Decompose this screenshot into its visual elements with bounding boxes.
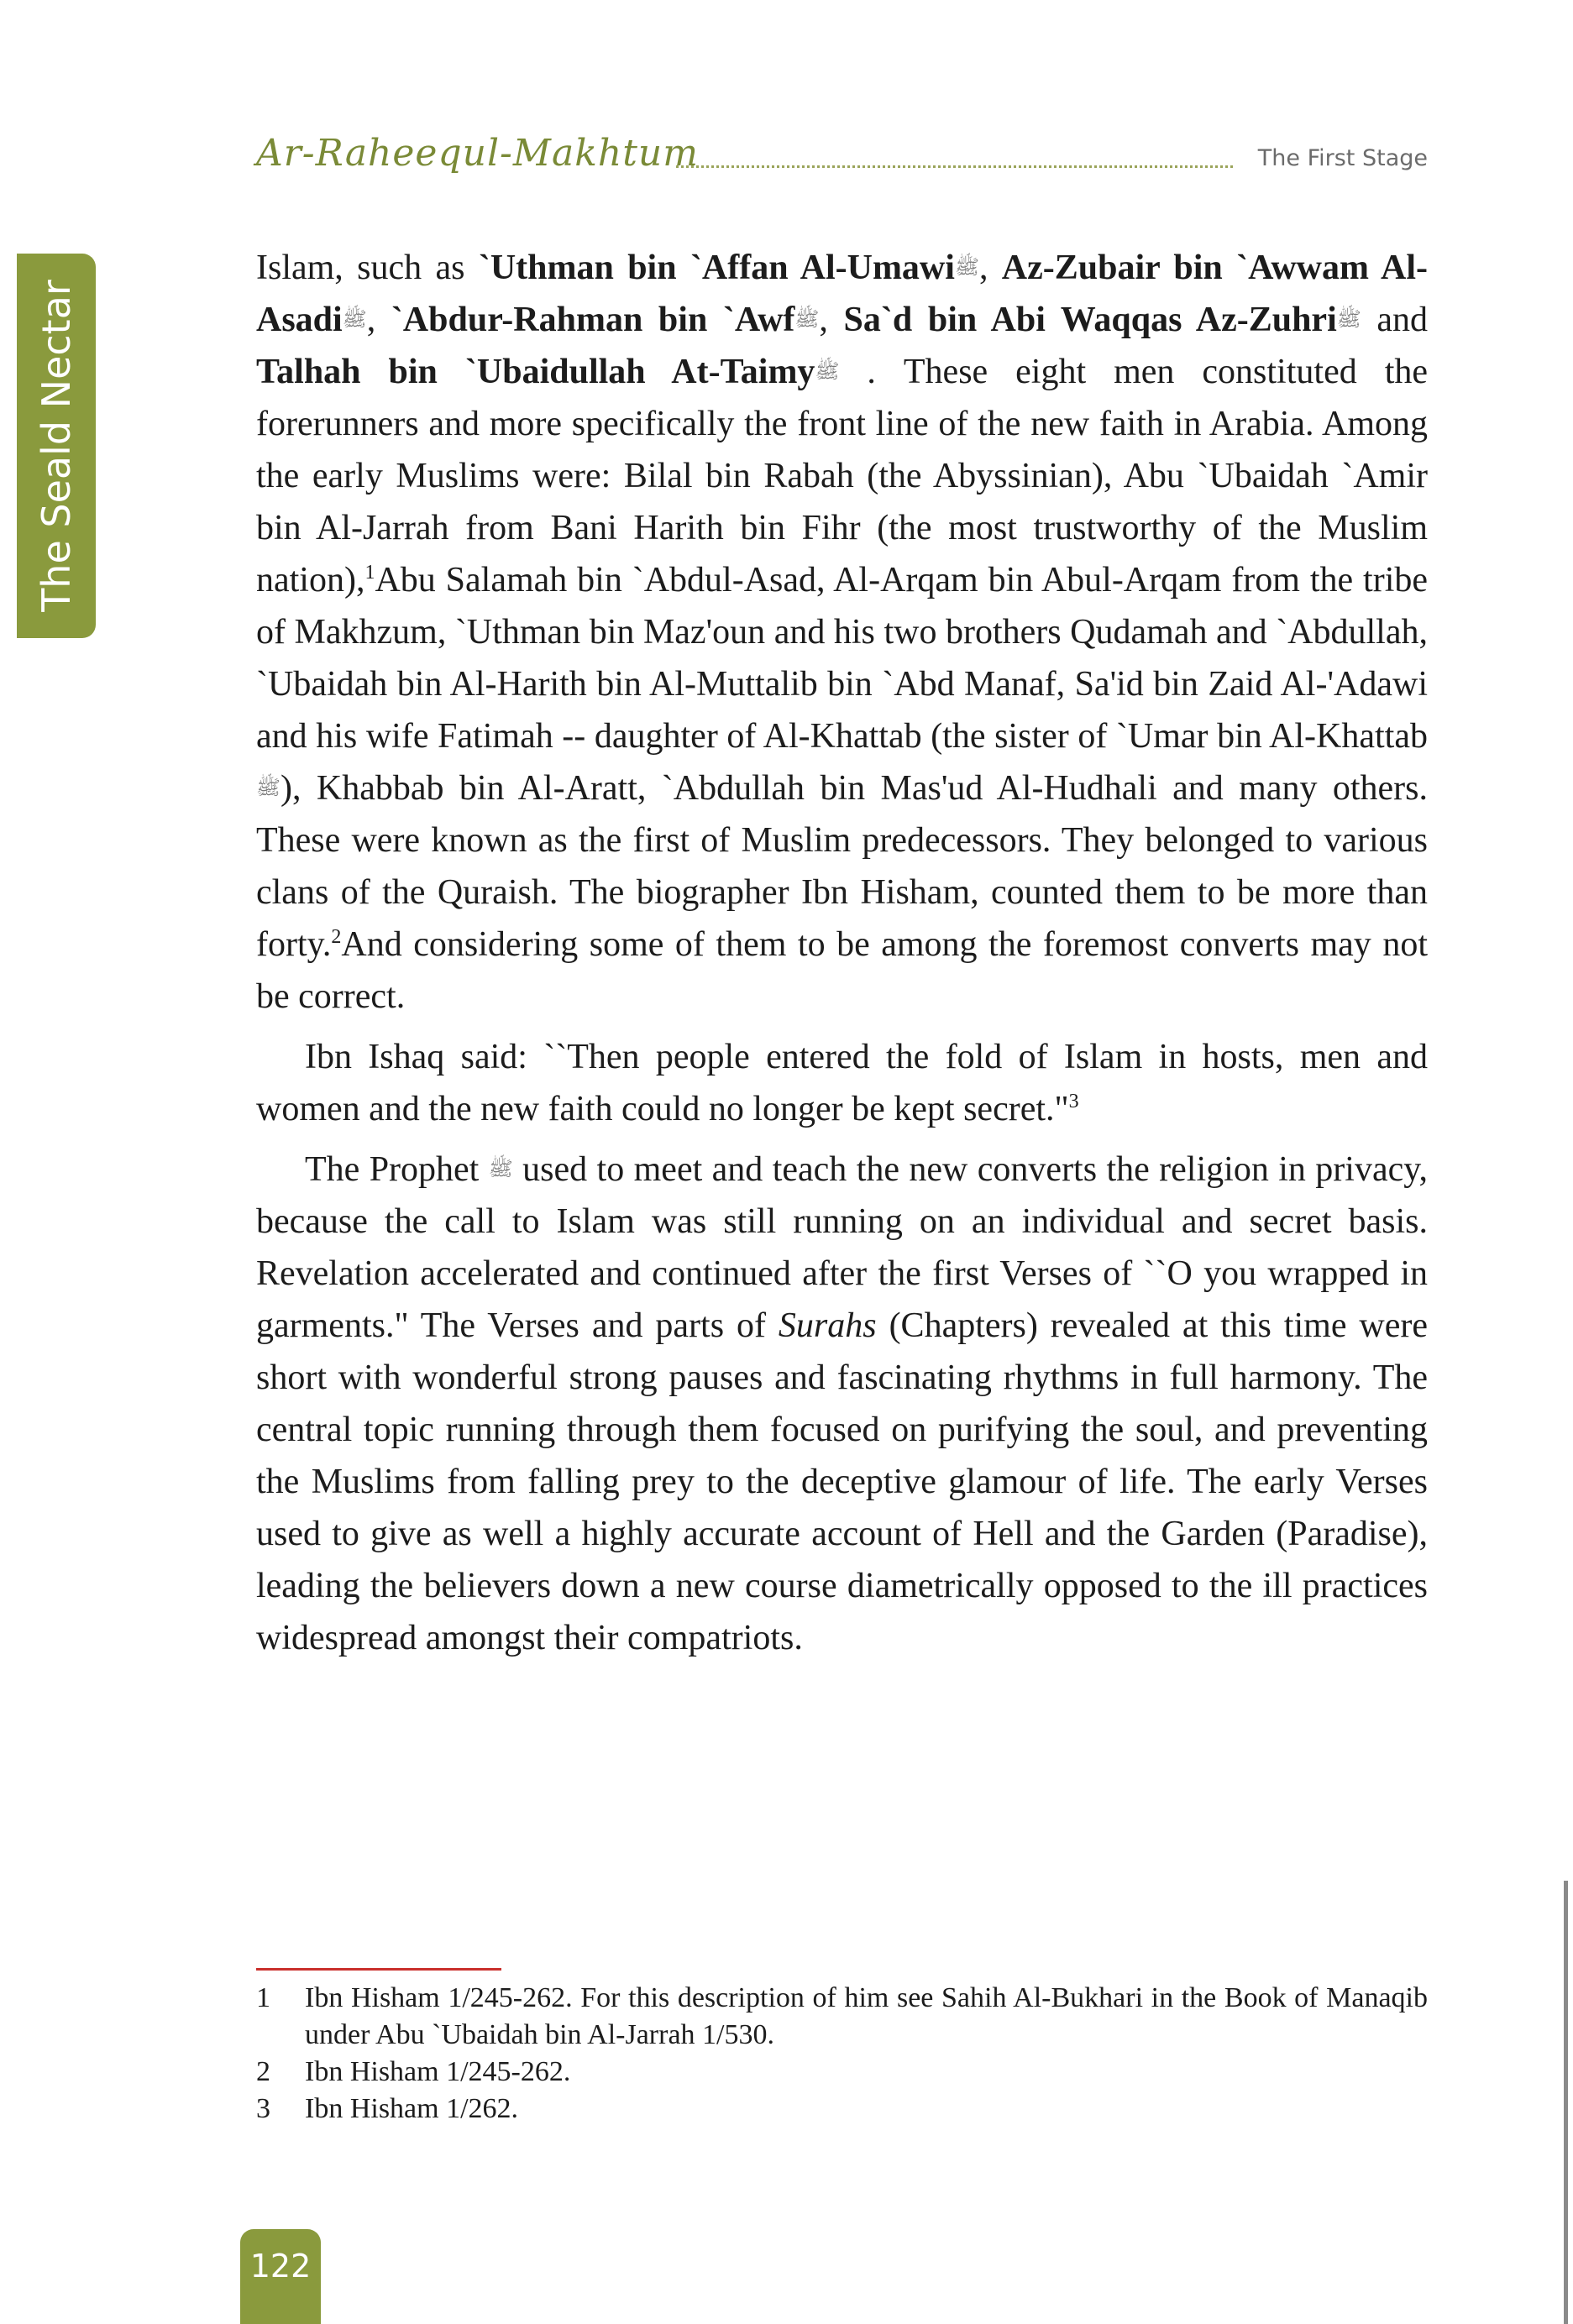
text-run: (Chapters) revealed at this time were short with wonderful strong pauses and fascinating rhythms in full harmony. The central topic running through them focused on purifying the soul, and preventing the Muslims from falling prey to the deceptive glamour of life. The early Verses used to give as well a highly accurate account of Hell and the Garden (Paradise), leading the believers down a new course diametrically opposed to the ill practices widespread amongst their compatriots.: [256, 1306, 1428, 1657]
paragraph-1: [256, 242, 1428, 1023]
paragraph-3: [256, 1144, 1428, 1664]
companion-name: Talhah bin `Ubaidullah At-Taimy: [256, 353, 815, 391]
honorific-ornament-icon: ﷺ: [815, 361, 840, 383]
honorific-ornament-icon: ﷺ: [488, 1159, 513, 1180]
footnote-number: 1: [256, 1982, 270, 2013]
footnote-ref: 1: [364, 562, 375, 584]
italic-term: Surahs: [778, 1306, 877, 1345]
footnote-ref: 2: [331, 926, 342, 948]
companion-name: Az-Zubair bin `Awwam Al-Asadi: [256, 249, 1428, 339]
footnote-ref: 3: [1068, 1091, 1079, 1112]
footnote-number: 3: [256, 2093, 270, 2124]
honorific-ornament-icon: ﷺ: [954, 257, 979, 279]
side-tab-label: The Seald Nectar: [34, 280, 79, 612]
footnote-text: Ibn Hisham 1/245-262.: [305, 2056, 571, 2087]
text-run: Ibn Ishaq said: ``Then people entered the fold of Islam in hosts, men and women and the new faith could no longer be kept secret.": [256, 1038, 1428, 1128]
page-number: 122: [240, 2229, 321, 2324]
footnote-3: [256, 2091, 1428, 2128]
footnote-text: Ibn Hisham 1/245-262. For this description of him see Sahih Al-Bukhari in the Book of Manaqib under Abu `Ubaidah bin Al-Jarrah 1/530.: [305, 1982, 1428, 2050]
side-tab: [17, 254, 96, 638]
text-run: ,: [819, 301, 844, 339]
honorific-ornament-icon: ﷺ: [1336, 309, 1361, 331]
companion-name: `Uthman bin `Affan Al-Umawi: [478, 249, 955, 287]
text-run: . These eight men constituted the forerunners and more specifically the front line of the new faith in Arabia. Among the early Muslims were: Bilal bin Rabah (the Abyssinian), Abu `Ubaidah `Amir bin Al-Jarrah from Bani Harith bin Fihr (the most trustworthy of the Muslim nation),: [256, 353, 1429, 599]
footnote-1: [256, 1980, 1428, 2054]
text-run: used to meet and teach the new converts the religion in privacy, because the call to Islam was still running on an individual and secret basis. Revelation accelerated and continued after the first Verses of ``O you wrapped in garments." The Verses and parts of: [256, 1150, 1429, 1345]
page-edge-shadow: [1564, 1881, 1568, 2324]
running-header: [256, 126, 1428, 180]
honorific-ornament-icon: ﷺ: [794, 309, 820, 331]
chapter-title: The First Stage: [1257, 145, 1428, 171]
text-run: The Prophet: [305, 1150, 489, 1189]
companion-name: `Abdur-Rahman bin `Awf: [391, 301, 795, 339]
footnotes: [256, 1980, 1428, 2128]
footnote-text: Ibn Hisham 1/262.: [305, 2093, 519, 2124]
book-title: Ar-Raheequl-Makhtum: [256, 132, 699, 175]
text-run: and: [1361, 301, 1428, 339]
text-run: ,: [978, 249, 1002, 287]
text-run: ,: [366, 301, 391, 339]
honorific-ornament-icon: ﷺ: [342, 309, 367, 331]
paragraph-2: [256, 1031, 1428, 1135]
main-text: [256, 242, 1428, 1672]
text-run: ), Khabbab bin Al-Aratt, `Abdullah bin Mas'ud Al-Hudhali and many others. These were known as the first of Muslim predecessors. They belonged to various clans of the Quraish. The biographer Ibn Hisham, counted them to be more than forty.: [256, 769, 1428, 964]
companion-name: Sa`d bin Abi Waqqas Az-Zuhri: [843, 301, 1337, 339]
honorific-ornament-icon: ﷺ: [256, 777, 281, 799]
footnote-divider: [256, 1968, 501, 1971]
header-dotted-leader: [676, 165, 1233, 168]
text-run: Abu Salamah bin `Abdul-Asad, Al-Arqam bin Abul-Arqam from the tribe of Makhzum, `Uthman bin Maz'oun and his two brothers Qudamah and `Abdullah, `Ubaidah bin Al-Harith bin Al-Muttalib bin `Abd Manaf, Sa'id bin Zaid Al-'Adawi and his wife Fatimah -- daughter of Al-Khattab (the sister of `Umar bin Al-Khattab: [256, 561, 1428, 756]
text-run: And considering some of them to be among the foremost converts may not be correct.: [256, 925, 1428, 1016]
footnote-number: 2: [256, 2056, 270, 2087]
footnote-2: [256, 2054, 1428, 2091]
text-run: Islam, such as: [256, 249, 479, 287]
